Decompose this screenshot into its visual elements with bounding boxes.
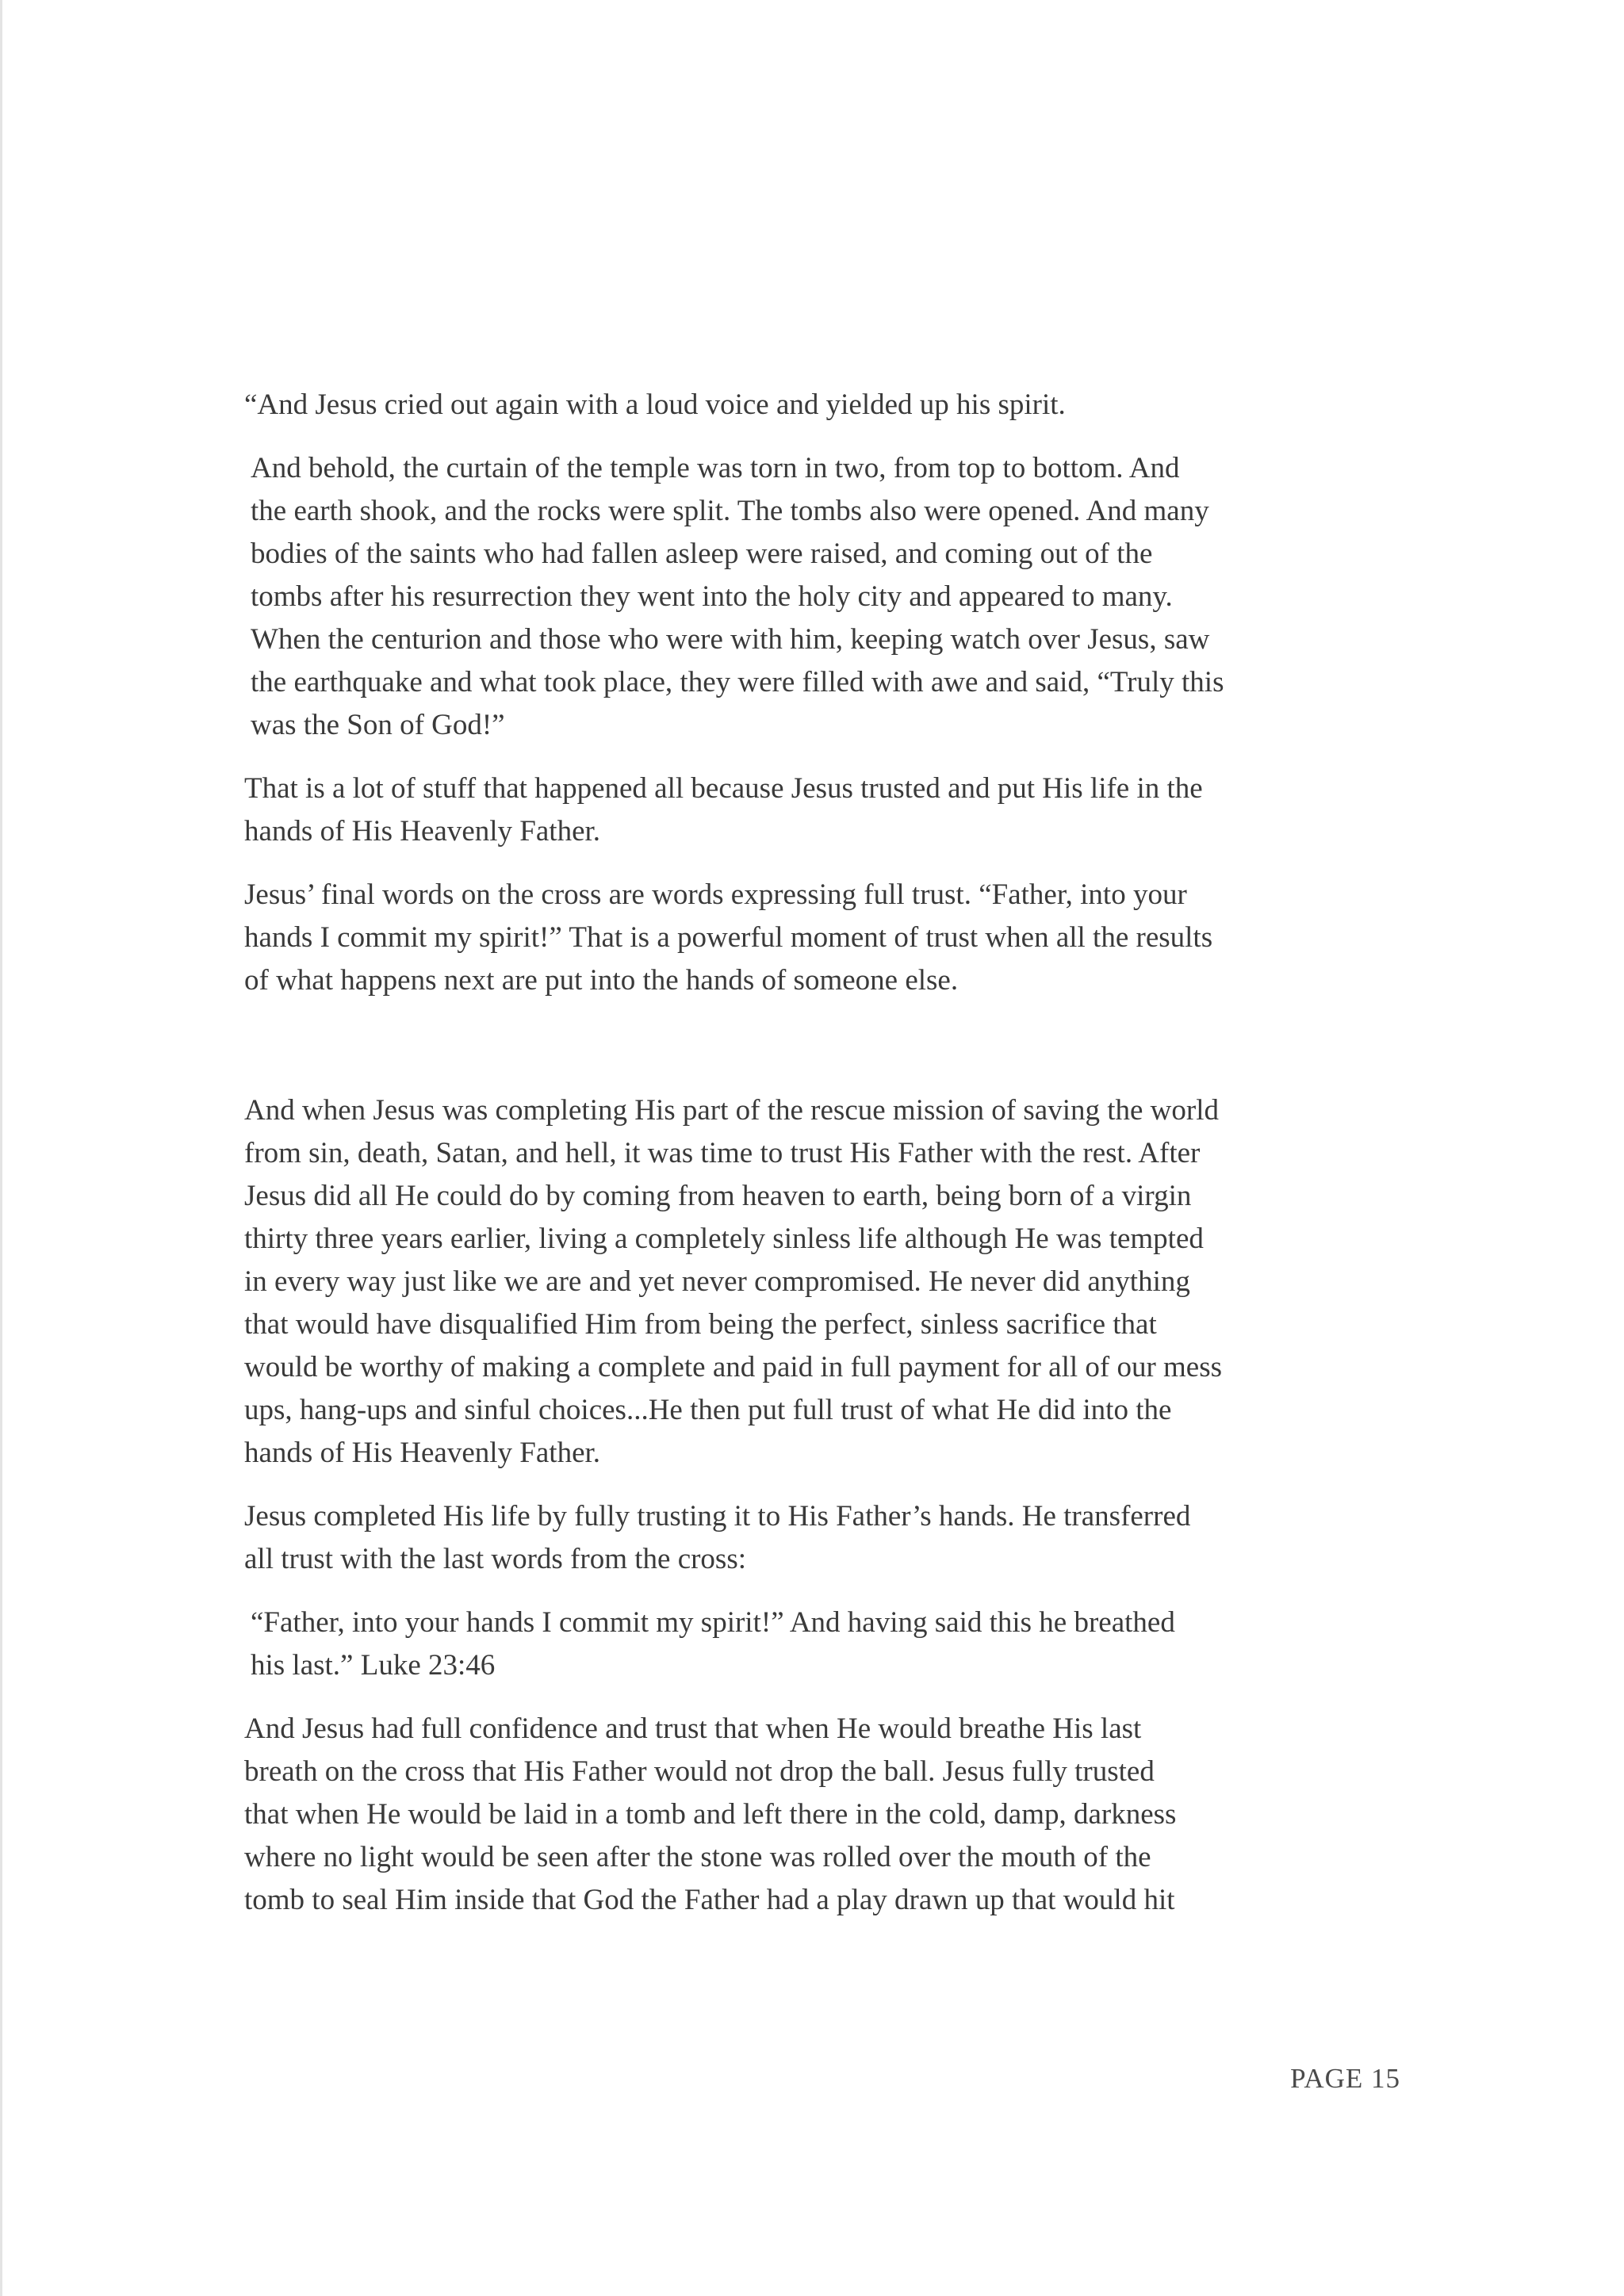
paragraph-3: That is a lot of stuff that happened all because Jesus trusted and put His life in the hands of His Heavenly Father. [244, 772, 1203, 848]
paragraph-2: And behold, the curtain of the temple was torn in two, from top to bottom. And the earth shook, and the rocks were split. The tombs also were opened. And many bodies of the saints who had fallen asleep were raised, and coming out of the tombs after his resurrection they went into the holy city and appeared to many. When the centurion and those who were with him, keeping watch over Jesus, saw the earthquake and what took place, they were filled with awe and said, “Truly this was the Son of God!” [251, 452, 1224, 741]
paragraph-8: And Jesus had full confidence and trust that when He would breathe His last breath on the cross that His Father would not drop the ball. Jesus fully trusted that when He would be laid in a tomb and left there in the cold, damp, darkness where no light would be seen after the stone was rolled over the mouth of the tomb to seal Him inside that God the Father had a play drawn up that would hit [244, 1712, 1177, 1916]
page-edge [0, 0, 2, 2296]
paragraph-5: And when Jesus was completing His part of the rescue mission of saving the world from sin, death, Satan, and hell, it was time to trust His Father with the rest. After Jesus did all He could do by coming from heaven to earth, being born of a virgin thirty three years earlier, living a completely sinless life although He was tempted in every way just like we are and yet never compromised. He never did anything that would have disqualified Him from being the perfect, sinless sacrifice that would be worthy of making a complete and paid in full payment for all of our mess ups, hang-ups and sinful choices...He then put full trust of what He did into the hands of His Heavenly Father. [244, 1094, 1223, 1469]
page-body [244, 384, 1402, 1942]
paragraph-6: Jesus completed His life by fully trusting it to His Father’s hands. He transferred all trust with the last words from the cross: [244, 1500, 1191, 1575]
page-number: PAGE 15 [1290, 2063, 1400, 2094]
paragraph-4: Jesus’ final words on the cross are words expressing full trust. “Father, into your hands I commit my spirit!” That is a powerful moment of trust when all the results of what happens next are put into the hands of someone else. [244, 878, 1213, 997]
paragraph-1: “And Jesus cried out again with a loud voice and yielded up his spirit. [244, 388, 1066, 421]
paragraph-7: “Father, into your hands I commit my spirit!” And having said this he breathed his last.” Luke 23:46 [251, 1606, 1175, 1682]
